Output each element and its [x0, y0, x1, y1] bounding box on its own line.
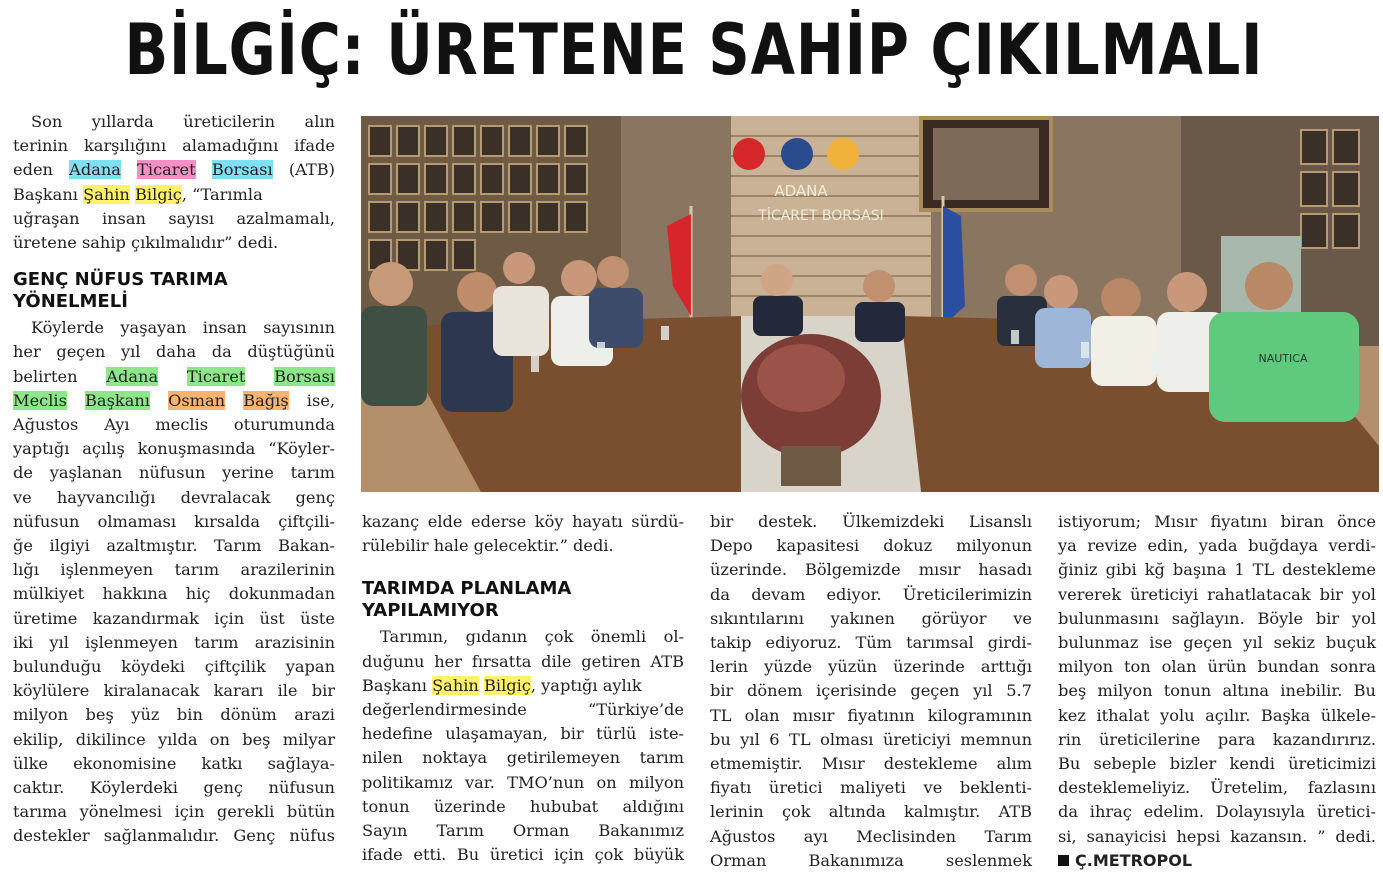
text-fragment: Başkanı: [362, 675, 427, 695]
text-line: Ağustos Ayı meclis oturumunda: [13, 415, 335, 435]
text-line: lığı işlenmeyen tarım arazilerinin: [13, 560, 335, 580]
text-line: yaptığı açılış konuşmasında “Köyler-: [13, 439, 335, 459]
text-line: istiyorum; Mısır fiyatını biran önce: [1058, 512, 1376, 531]
text-fragment: Başkanı: [13, 184, 78, 204]
text-line: caktır. Köylerdeki genç nüfusun: [13, 778, 335, 798]
text-line: üzerinde. Bölgemizde mısır hasadı: [710, 560, 1032, 580]
text-line: rülebilir hale gelecektir.” dedi.: [362, 536, 614, 556]
text-fragment: , yaptığı aylık: [530, 675, 642, 695]
highlight-word: Osman: [168, 390, 226, 410]
text-line: politikamız var. TMO’nun on milyon: [362, 772, 684, 792]
turkey-emblem-icon: [733, 138, 765, 170]
text-line: her geçen yıl daha da düştüğünü: [13, 342, 335, 362]
text-fragment: eden: [13, 160, 53, 180]
text-line: lerinin çok altında kalmıştır. ATB: [710, 802, 1032, 822]
byline-text: Ç.METROPOL: [1075, 850, 1193, 870]
text-line: duğunu her fırsatta dile getiren ATB: [362, 651, 684, 671]
text-line: değerlendirmesinde “Türkiye’de: [362, 700, 684, 720]
text-line: tarıma yönelmesi için gerekli bütün: [13, 802, 335, 822]
text-line: tonun üzerinde hububat aldığını: [362, 796, 684, 816]
text-line: bulunduğu köydeki çiftçilik yapan: [13, 657, 335, 677]
square-bullet-icon: [1058, 855, 1069, 866]
text-line: ğe ilgiyi azaltmıştır. Tarım Bakan-: [13, 536, 335, 556]
text-fragment: (ATB): [288, 160, 335, 180]
text-line: Köylerde yaşayan insan sayısının: [31, 318, 335, 338]
highlight-word: Şahin: [83, 184, 130, 204]
text-line: desteklemeliyiz. Üretelim, fazlasını: [1058, 778, 1376, 798]
text-line: ülke ekonomisine katkı sağlaya-: [13, 753, 335, 773]
text-line: mülkiyet hakkına hiç dokunmadan: [13, 584, 335, 604]
column-1: [13, 110, 335, 849]
text-line: de yaşlanan nüfusun yerine tarım: [13, 463, 335, 483]
text-line: Sayın Tarım Orman Bakanımız: [362, 821, 684, 841]
text-line: [13, 365, 335, 389]
highlight-word: Borsası: [211, 160, 273, 180]
text-line: milyon beş yüz bin dönüm arazi: [13, 705, 335, 725]
subheading: [13, 269, 335, 313]
highlight-word: Adana: [69, 160, 121, 180]
text-line: ğiniz gibi kğ başına 1 TL destekleme: [1058, 560, 1376, 580]
text-line: terinin karşılığını alamadığını ifade: [13, 136, 335, 156]
text-line: hedefine ulaşamayan, bir türlü iste-: [362, 724, 684, 744]
text-line: uğraşan insan sayısı azalmamalı,: [13, 208, 335, 228]
text-line: ekilip, dikilince yılda on beş milyar: [13, 729, 335, 749]
text-line: milyon ton olan ürün bundan sonra: [1058, 657, 1376, 677]
highlight-word: Borsası: [274, 366, 335, 386]
text-line: bulunmasını sağlayın. Böyle bir yol: [1058, 608, 1376, 628]
text-line: iki yıl işlenmeyen tarım arazisinin: [13, 632, 335, 652]
subheading-line: TARIMDA PLANLAMA: [362, 578, 572, 600]
column-3: [710, 510, 1032, 873]
highlight-word: Bilgiç: [135, 184, 182, 204]
column-2: [362, 510, 684, 867]
text-line: Bu sebeple bizler kendi üreticimizi: [1058, 754, 1376, 774]
highlight-word: Ticaret: [186, 366, 246, 386]
text-fragment: , “Tarımla: [181, 184, 263, 204]
text-line: nilen noktaya getirilemeyen tarım: [362, 748, 684, 768]
text-line: [362, 674, 684, 698]
text-line: beş milyon tonun altına inebilir. Bu: [1058, 681, 1376, 701]
text-line: destekler sağlanmalıdır. Genç nüfus: [13, 826, 335, 846]
subheading: [362, 578, 684, 622]
text-line: bir destek. Ülkemizdeki Lisanslı: [710, 512, 1032, 531]
text-line: kazanç elde ederse köy hayatı sürdü-: [362, 512, 684, 531]
text-line: üretene sahip çıkılmalıdır” dedi.: [13, 233, 279, 253]
text-line: Tarımın, gıdanın çok önemli ol-: [380, 627, 684, 647]
text-fragment: belirten: [13, 366, 78, 386]
text-line: ve hayvancılığı devralacak genç: [13, 487, 335, 507]
text-line: Son yıllarda üreticilerin alın: [31, 112, 335, 131]
highlight-word: Bilgiç: [484, 675, 531, 695]
text-line: sıkıntılarını yakınen görüyor ve: [710, 608, 1032, 628]
sign-line-1: ADANA: [774, 182, 828, 200]
text-line: TL olan mısır fiyatının kilogramının: [710, 705, 1032, 725]
highlight-word: Ticaret: [137, 160, 196, 180]
subheading-line: YAPILAMIYOR: [362, 600, 499, 622]
meeting-photo: [361, 116, 1379, 492]
text-line: ifade etti. Bu üretici için çok büyük: [362, 845, 684, 865]
text-line: Orman Bakanımıza seslenmek: [710, 850, 1032, 870]
text-line: si, sanayicisi hepsi kazansın. ” dedi.: [1058, 826, 1376, 846]
text-line: da devam ediyor. Üreticilerimizin: [710, 584, 1032, 604]
highlight-word: Şahin: [432, 675, 479, 695]
subheading-line: GENÇ NÜFUS TARIMA: [13, 269, 228, 291]
person-green-shirt: [1209, 312, 1359, 422]
sign-line-2: TİCARET BORSASI: [758, 208, 884, 224]
text-line: üretime kazandırmak için üst üste: [13, 608, 335, 628]
highlight-word: Adana: [106, 366, 159, 386]
text-line: lerin yüzde yüzün üzerinde arttığı: [710, 657, 1032, 677]
text-line: bulunmaz ise geçen yıl sekiz buçuk: [1058, 633, 1376, 653]
text-line: takip ediyoruz. Tüm tarımsal girdi-: [710, 633, 1032, 653]
text-fragment: ise,: [306, 390, 336, 410]
text-line: rin üreticilerine para kazandırırız.: [1058, 729, 1376, 749]
text-line: kez ithalat yolu açılır. Başka ülkele-: [1058, 705, 1376, 725]
text-line: Depo kapasitesi dokuz milyonun: [710, 536, 1032, 556]
subheading-line: YÖNELMELİ: [13, 291, 128, 313]
text-line: da ihraç edelim. Dolayısıyla üretici-: [1058, 802, 1376, 822]
text-line: [13, 183, 335, 207]
highlight-word: Başkanı: [85, 390, 150, 410]
text-line: vererek üreticiyi rahatlatacak bir yol: [1058, 584, 1376, 604]
text-line: bu yıl 6 TL olması üreticiyi memnun: [710, 729, 1032, 749]
text-line: [13, 389, 335, 413]
text-line: ya revize edin, yada buğdaya verdi-: [1058, 536, 1376, 556]
text-line: [13, 158, 335, 182]
text-line: nüfusun olmaması kırsalda çiftçili-: [13, 511, 335, 531]
highlight-word: Meclis: [13, 390, 67, 410]
text-line: Ağustos ayı Meclisinden Tarım: [710, 826, 1032, 846]
shirt-text: NAUTICA: [1258, 352, 1308, 365]
headline: BİLGİÇ: ÜRETENE SAHİP ÇIKILMALI: [124, 9, 1264, 91]
column-4: [1058, 510, 1376, 873]
text-line: bir dönem içerisinde geçen yıl 5.7: [710, 681, 1032, 701]
byline: [1058, 849, 1376, 873]
meeting-room-illustration: [361, 116, 1379, 492]
highlight-word: Bağış: [243, 390, 289, 410]
text-line: köylülere kiralanacak kararı ile bir: [13, 681, 335, 701]
text-line: fiyatı üretici maliyeti ve beklenti-: [710, 778, 1032, 798]
text-line: etmemiştir. Mısır destekleme alım: [710, 754, 1032, 774]
